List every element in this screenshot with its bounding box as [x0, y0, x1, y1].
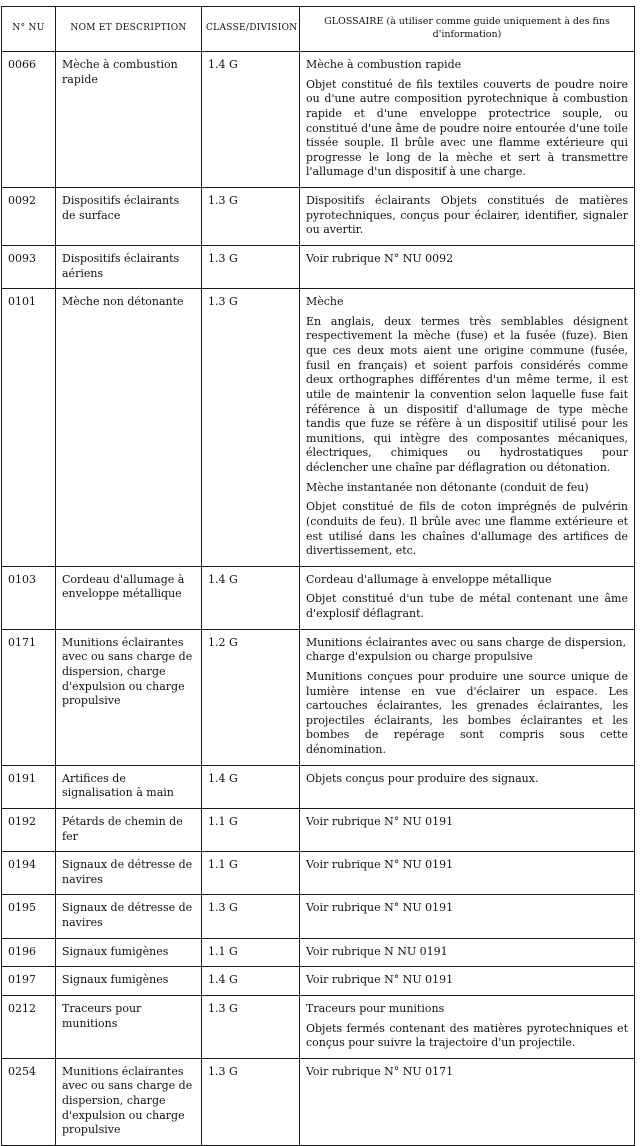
cell-un-number: 0092 — [2, 188, 56, 246]
cell-un-number: 0212 — [2, 995, 56, 1058]
cell-un-number: 0194 — [2, 852, 56, 895]
cell-glossary — [300, 808, 635, 851]
cell-name-description: Traceurs pour munitions — [56, 995, 202, 1058]
header-classe: CLASSE/DIVISION — [202, 7, 300, 52]
cell-un-number: 0197 — [2, 967, 56, 996]
cell-glossary — [300, 629, 635, 765]
cell-un-number: 0093 — [2, 245, 56, 288]
cell-class-division: 1.1 G — [202, 808, 300, 851]
glossary-paragraph: Voir rubrique N° NU 0171 — [306, 1064, 454, 1078]
cell-name-description: Pétards de chemin de fer — [56, 808, 202, 851]
cell-un-number: 0191 — [2, 765, 56, 808]
cell-glossary — [300, 245, 635, 288]
table-body — [2, 52, 635, 1146]
cell-un-number: 0195 — [2, 895, 56, 938]
cell-un-number: 0066 — [2, 52, 56, 188]
table-row — [2, 566, 635, 629]
cell-name-description: Artifices de signalisation à main — [56, 765, 202, 808]
table-row — [2, 765, 635, 808]
cell-un-number: 0192 — [2, 808, 56, 851]
cell-name-description: Munitions éclairantes avec ou sans charge de dispersion, charge d'expulsion ou charge propulsive — [56, 1058, 202, 1145]
header-glossaire: GLOSSAIRE (à utiliser comme guide uniquement à des fins d'information) — [300, 7, 635, 52]
glossary-paragraph: Voir rubrique N° NU 0191 — [306, 901, 454, 915]
table-row — [2, 995, 635, 1058]
cell-un-number: 0101 — [2, 289, 56, 567]
explosives-table — [1, 6, 635, 1146]
cell-name-description: Dispositifs éclairants aériens — [56, 245, 202, 288]
glossary-term: Cordeau d'allumage à enveloppe métallique — [306, 572, 552, 586]
glossary-paragraph: Objets fermés contenant des matières pyrotechniques et conçus pour suivre la trajectoire d'un projectile. — [306, 1021, 628, 1050]
cell-class-division: 1.1 G — [202, 852, 300, 895]
cell-name-description: Signaux fumigènes — [56, 938, 202, 967]
glossary-paragraph: Objet constitué de fils de coton imprégnés de pulvérin (conduits de feu). Il brûle avec une flamme extérieure et est utilisé dans les chaînes d'allumage des artifices de divertissement, etc. — [306, 500, 628, 558]
glossary-term: Munitions éclairantes avec ou sans charge de dispersion, charge d'expulsion ou charge propulsive — [306, 635, 627, 664]
table-header — [2, 7, 635, 52]
cell-name-description: Signaux de détresse de navires — [56, 852, 202, 895]
glossary-paragraph: Voir rubrique N° NU 0191 — [306, 973, 454, 987]
cell-class-division: 1.3 G — [202, 895, 300, 938]
glossary-paragraph: Voir rubrique N NU 0191 — [306, 944, 448, 958]
header-nom: NOM ET DESCRIPTION — [56, 7, 202, 52]
cell-un-number: 0196 — [2, 938, 56, 967]
cell-glossary — [300, 765, 635, 808]
cell-glossary — [300, 566, 635, 629]
table-row — [2, 52, 635, 188]
glossary-paragraph: Objet constitué de fils textiles couverts de poudre noire ou d'une autre composition pyrotechnique à combustion rapide et d'une enveloppe protectrice souple, ou constitué d'une âme de poudre noire entourée d'une toile tissée souple. Il brûle avec une flamme extérieure qui progresse le long de la mèche et sert à transmettre l'allumage d'un dispositif à une charge. — [306, 77, 628, 179]
cell-name-description: Mèche non détonante — [56, 289, 202, 567]
cell-name-description: Cordeau d'allumage à enveloppe métallique — [56, 566, 202, 629]
cell-class-division: 1.4 G — [202, 566, 300, 629]
header-row — [2, 7, 635, 52]
cell-class-division: 1.3 G — [202, 188, 300, 246]
cell-glossary — [300, 938, 635, 967]
cell-class-division: 1.3 G — [202, 1058, 300, 1145]
cell-glossary — [300, 852, 635, 895]
cell-glossary — [300, 895, 635, 938]
glossary-paragraph: En anglais, deux termes très semblables désignent respectivement la mèche (fuse) et la fusée (fuze). Bien que ces deux mots aient une origine commune (fusée, fusil en français) et soient parfois considérés comme deux orthographes différentes d'un même terme, il est utile de maintenir la convention selon laquelle fuse fait référence à un dispositif d'allumage de type mèche tandis que fuze se réfère à un dispositif utilisé pour les munitions, qui intègre des composantes mécaniques, électriques, chimiques ou hydrostatiques pour déclencher une chaîne par déflagration ou détonation. — [306, 314, 628, 474]
table-row — [2, 808, 635, 851]
cell-class-division: 1.4 G — [202, 52, 300, 188]
table-row — [2, 967, 635, 996]
table-row — [2, 245, 635, 288]
cell-glossary — [300, 995, 635, 1058]
glossary-term: Traceurs pour munitions — [306, 1001, 445, 1015]
cell-class-division: 1.4 G — [202, 967, 300, 996]
cell-class-division: 1.3 G — [202, 245, 300, 288]
cell-un-number: 0254 — [2, 1058, 56, 1145]
cell-glossary — [300, 967, 635, 996]
cell-name-description: Signaux fumigènes — [56, 967, 202, 996]
cell-glossary — [300, 188, 635, 246]
cell-un-number: 0171 — [2, 629, 56, 765]
cell-glossary — [300, 1058, 635, 1145]
table-row — [2, 629, 635, 765]
table-row — [2, 1058, 635, 1145]
cell-class-division: 1.4 G — [202, 765, 300, 808]
header-nu: N° NU — [2, 7, 56, 52]
glossary-paragraph: Dispositifs éclairants Objets constitués de matières pyrotechniques, conçus pour éclairer, identifier, signaler ou avertir. — [306, 194, 628, 237]
table-row — [2, 895, 635, 938]
cell-glossary — [300, 52, 635, 188]
table-row — [2, 852, 635, 895]
cell-glossary — [300, 289, 635, 567]
cell-name-description: Mèche à combustion rapide — [56, 52, 202, 188]
glossary-paragraph: Munitions conçues pour produire une source unique de lumière intense en vue d'éclairer un espace. Les cartouches éclairantes, les grenades éclairantes, les projectiles éclairants, les bombes éclairantes et les bombes de repérage sont compris sous cette dénomination. — [306, 669, 628, 756]
cell-class-division: 1.1 G — [202, 938, 300, 967]
glossary-term: Mèche à combustion rapide — [306, 58, 462, 71]
cell-class-division: 1.3 G — [202, 289, 300, 567]
glossary-term: Mèche instantanée non détonante (conduit de feu) — [306, 480, 589, 494]
glossary-paragraph: Objets conçus pour produire des signaux. — [306, 771, 539, 785]
glossary-paragraph: Voir rubrique N° NU 0092 — [306, 251, 454, 265]
glossary-paragraph: Objet constitué d'un tube de métal contenant une âme d'explosif déflagrant. — [306, 592, 628, 620]
table-row — [2, 938, 635, 967]
cell-name-description: Munitions éclairantes avec ou sans charge de dispersion, charge d'expulsion ou charge propulsive — [56, 629, 202, 765]
cell-name-description: Signaux de détresse de navires — [56, 895, 202, 938]
glossary-paragraph: Voir rubrique N° NU 0191 — [306, 858, 454, 872]
glossary-term: Mèche — [306, 295, 344, 309]
cell-class-division: 1.2 G — [202, 629, 300, 765]
cell-class-division: 1.3 G — [202, 995, 300, 1058]
glossary-paragraph: Voir rubrique N° NU 0191 — [306, 814, 454, 828]
cell-un-number: 0103 — [2, 566, 56, 629]
table-row — [2, 289, 635, 567]
table-row — [2, 188, 635, 246]
cell-name-description: Dispositifs éclairants de surface — [56, 188, 202, 246]
